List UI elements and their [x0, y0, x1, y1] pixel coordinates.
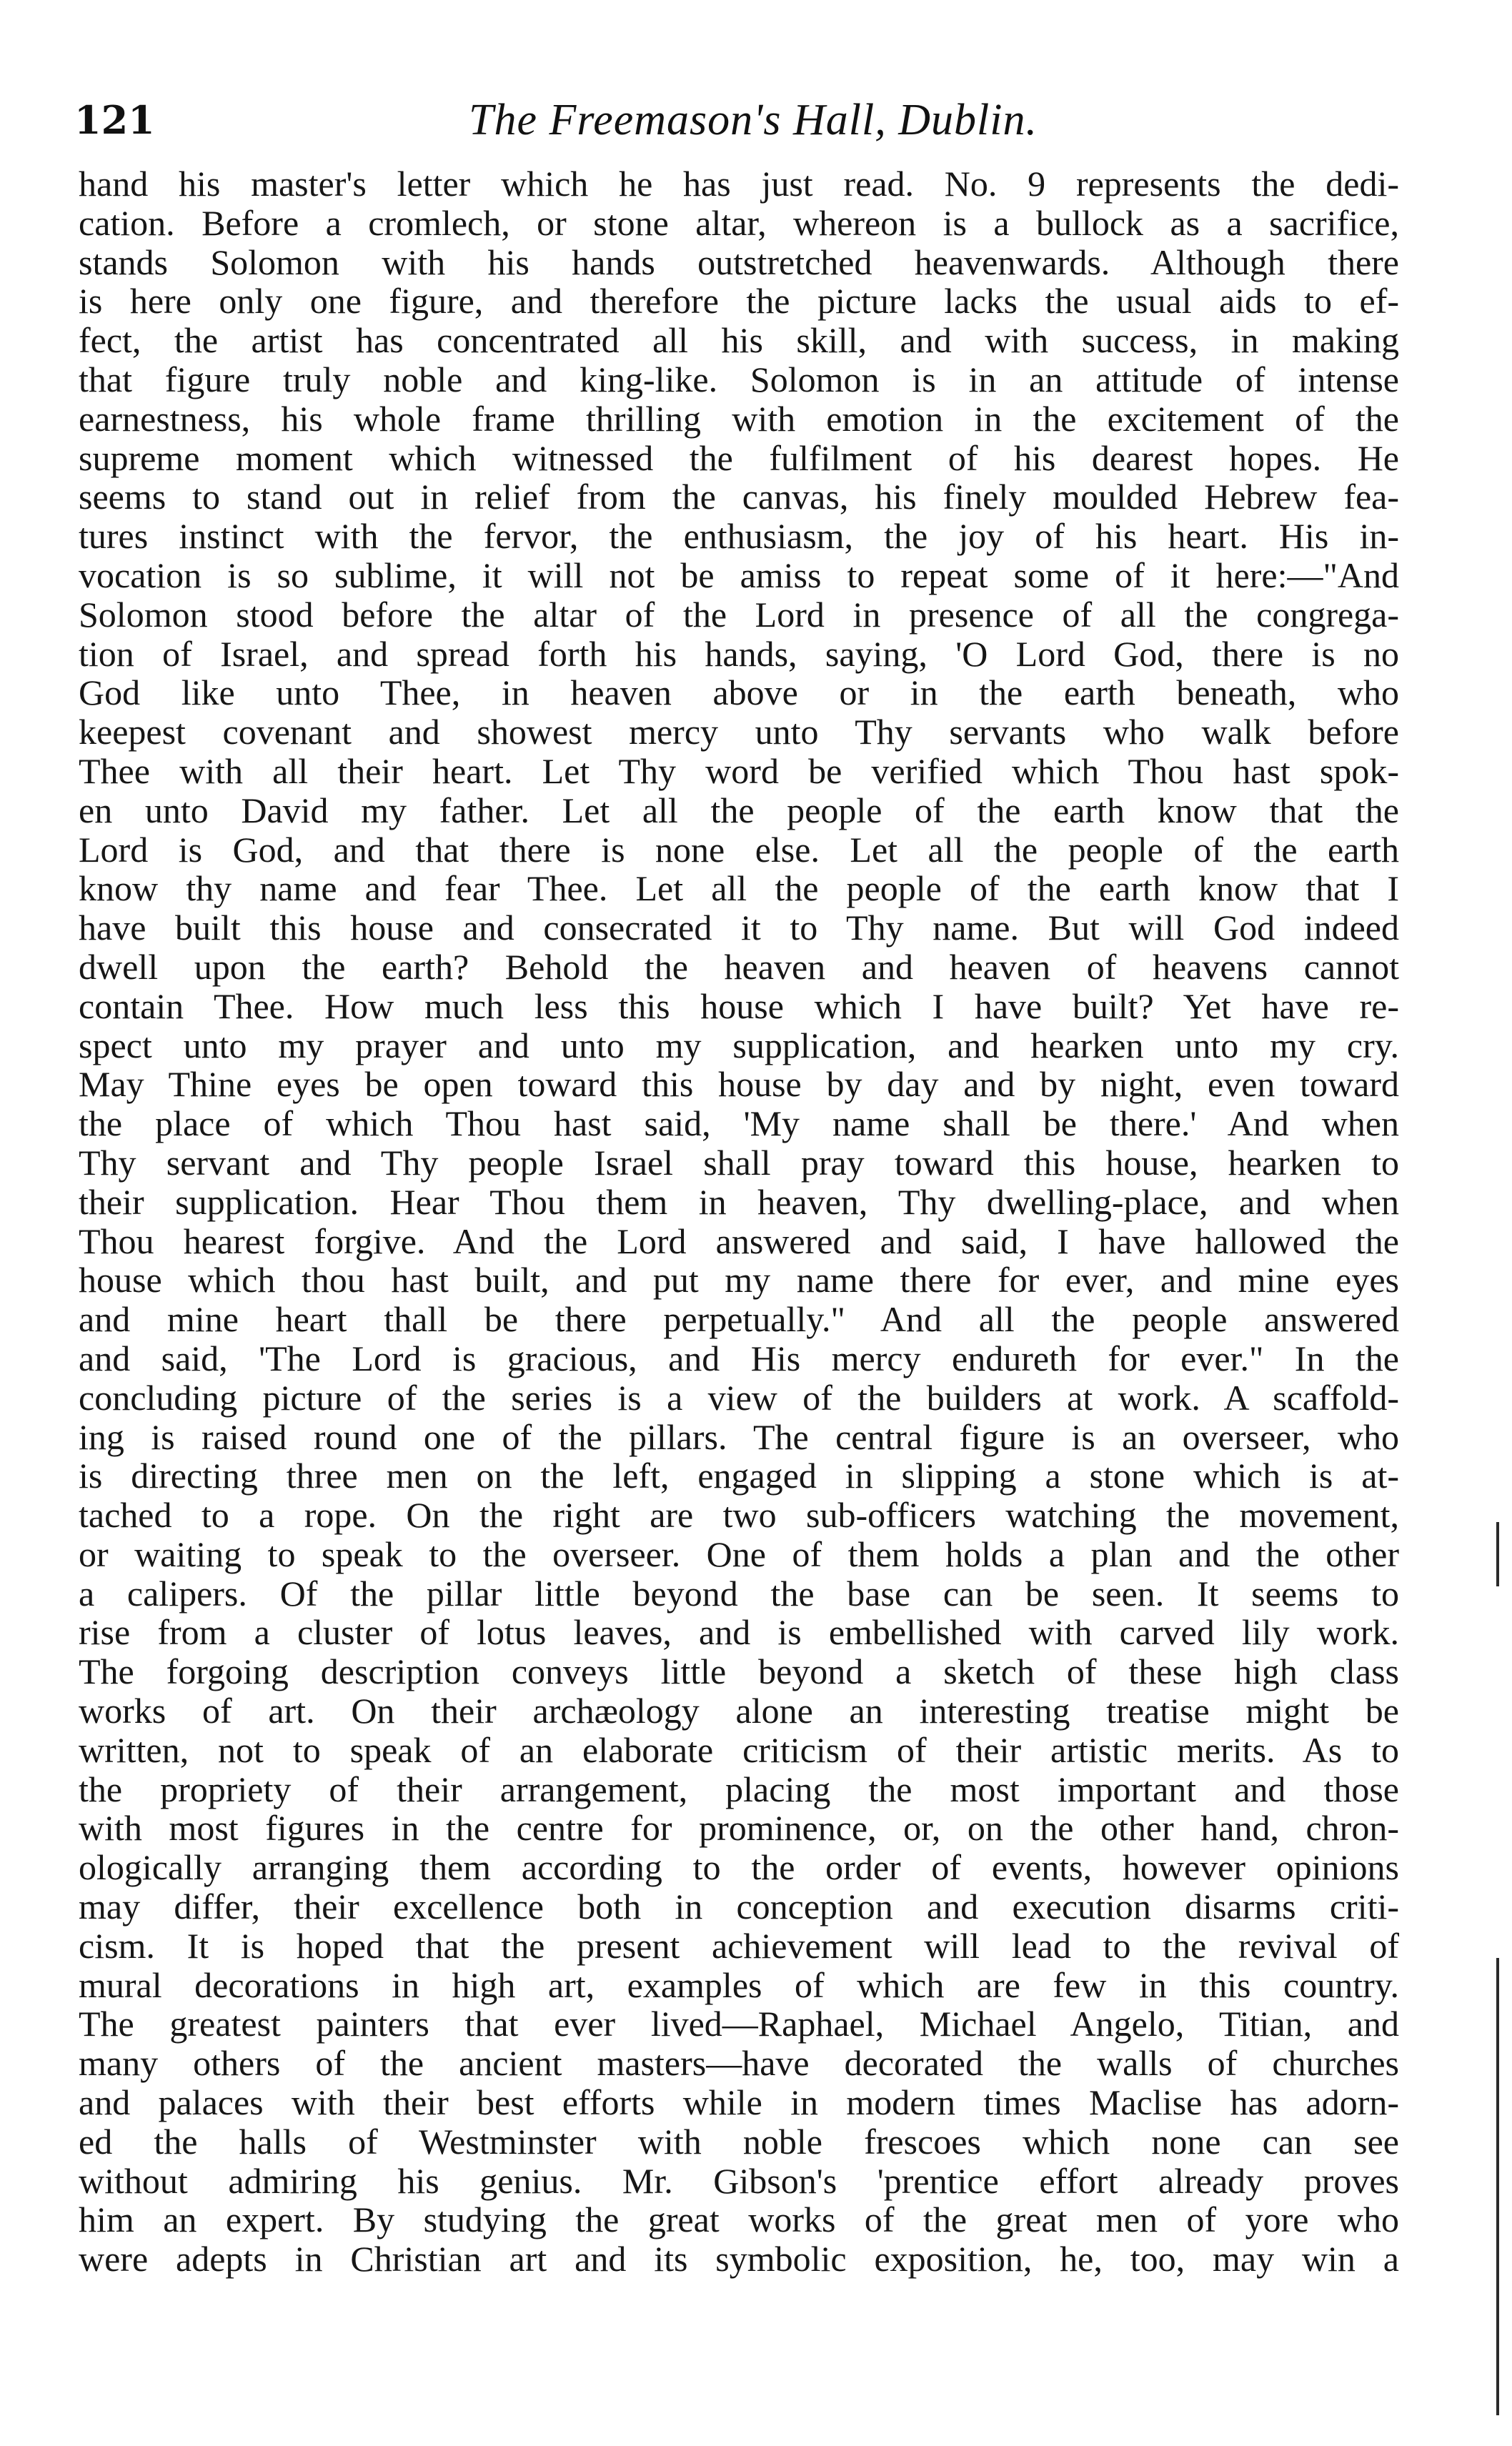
- text-line: God like unto Thee, in heaven above or in the earth beneath, who: [79, 672, 1399, 713]
- text-line: is directing three men on the left, engaged in slipping a stone which is at-: [79, 1456, 1399, 1496]
- text-line: Thy servant and Thy people Israel shall pray toward this house, hearken to: [79, 1142, 1399, 1183]
- text-line: stands Solomon with his hands outstretched heavenwards. Although there: [79, 242, 1399, 282]
- text-line: Thou hearest forgive. And the Lord answered and said, I have hallowed the: [79, 1220, 1399, 1261]
- text-line: written, not to speak of an elaborate criticism of their artistic merits. As to: [79, 1729, 1399, 1770]
- text-line: Thee with all their heart. Let Thy word be verified which Thou hast spok-: [79, 750, 1399, 791]
- text-line: cism. It is hoped that the present achievement will lead to the revival of: [79, 1925, 1399, 1966]
- text-line: and palaces with their best efforts while in modern times Maclise has adorn-: [79, 2082, 1399, 2123]
- text-line: Solomon stood before the altar of the Lord in presence of all the congrega-: [79, 594, 1399, 635]
- text-line: keepest covenant and showest mercy unto Thy servants who walk before: [79, 712, 1399, 752]
- page-number: 121: [74, 97, 155, 143]
- text-line: spect unto my prayer and unto my supplication, and hearken unto my cry.: [79, 1025, 1399, 1065]
- text-line: with most figures in the centre for prominence, or, on the other hand, chron-: [79, 1808, 1399, 1849]
- text-line: ing is raised round one of the pillars. The central figure is an overseer, who: [79, 1416, 1399, 1457]
- text-line: know thy name and fear Thee. Let all the people of the earth know that I: [79, 868, 1399, 909]
- text-line: fect, the artist has concentrated all his skill, and with success, in making: [79, 320, 1399, 361]
- text-line: Lord is God, and that there is none else. Let all the people of the earth: [79, 829, 1399, 870]
- text-line: ed the halls of Westminster with noble frescoes which none can see: [79, 2121, 1399, 2162]
- text-line: supreme moment which witnessed the fulfilment of his dearest hopes. He: [79, 437, 1399, 478]
- text-line: have built this house and consecrated it to Thy name. But will God indeed: [79, 908, 1399, 948]
- text-line: hand his master's letter which he has just read. No. 9 represents the dedi-: [79, 164, 1399, 204]
- text-line: cation. Before a cromlech, or stone altar, whereon is a bullock as a sacrifice,: [79, 202, 1399, 243]
- text-line: many others of the ancient masters—have decorated the walls of churches: [79, 2043, 1399, 2084]
- text-line: house which thou hast built, and put my name there for ever, and mine eyes: [79, 1260, 1399, 1301]
- text-line: rise from a cluster of lotus leaves, and is embellished with carved lily work.: [79, 1612, 1399, 1653]
- text-line: the place of which Thou hast said, 'My name shall be there.' And when: [79, 1103, 1399, 1144]
- text-line: vocation is so sublime, it will not be amiss to repeat some of it here:—"And: [79, 555, 1399, 595]
- text-line: tion of Israel, and spread forth his hands, saying, 'O Lord God, there is no: [79, 633, 1399, 674]
- text-line: ologically arranging them according to the order of events, however opinions: [79, 1847, 1399, 1888]
- text-line: that figure truly noble and king-like. Solomon is in an attitude of intense: [79, 359, 1399, 399]
- text-line: him an expert. By studying the great works of the great men of yore who: [79, 2199, 1399, 2240]
- text-line: is here only one figure, and therefore the picture lacks the usual aids to ef-: [79, 281, 1399, 322]
- margin-rule: [1496, 1522, 1499, 1586]
- text-line: May Thine eyes be open toward this house by day and by night, even toward: [79, 1064, 1399, 1105]
- text-line: mural decorations in high art, examples of which are few in this country.: [79, 1964, 1399, 2005]
- running-title: The Freemason's Hall, Dublin.: [469, 96, 1038, 144]
- text-line: and said, 'The Lord is gracious, and His mercy endureth for ever." In the: [79, 1338, 1399, 1378]
- margin-rule: [1496, 1958, 1499, 2415]
- text-line: a calipers. Of the pillar little beyond the base can be seen. It seems to: [79, 1573, 1399, 1614]
- text-line: contain Thee. How much less this house which I have built? Yet have re-: [79, 985, 1399, 1026]
- text-line: The greatest painters that ever lived—Raphael, Michael Angelo, Titian, and: [79, 2004, 1399, 2044]
- text-line: concluding picture of the series is a view of the builders at work. A scaffold-: [79, 1377, 1399, 1418]
- text-line: or waiting to speak to the overseer. One of them holds a plan and the other: [79, 1533, 1399, 1574]
- text-line: works of art. On their archæology alone an interesting treatise might be: [79, 1691, 1399, 1731]
- text-line: earnestness, his whole frame thrilling with emotion in the excitement of the: [79, 398, 1399, 439]
- text-line: the propriety of their arrangement, placing the most important and those: [79, 1769, 1399, 1809]
- text-line: en unto David my father. Let all the people of the earth know that the: [79, 790, 1399, 830]
- text-line: tures instinct with the fervor, the enthusiasm, the joy of his heart. His in-: [79, 516, 1399, 557]
- text-line: seems to stand out in relief from the canvas, his finely moulded Hebrew fea-: [79, 477, 1399, 517]
- text-line: may differ, their excellence both in conception and execution disarms criti-: [79, 1886, 1399, 1927]
- text-line: The forgoing description conveys little beyond a sketch of these high class: [79, 1651, 1399, 1692]
- text-line: and mine heart thall be there perpetually." And all the people answered: [79, 1299, 1399, 1340]
- text-line: their supplication. Hear Thou them in heaven, Thy dwelling-place, and when: [79, 1181, 1399, 1222]
- page-header: [74, 91, 1432, 149]
- text-line: were adepts in Christian art and its symbolic exposition, he, too, may win a: [79, 2239, 1399, 2280]
- body-text: [79, 164, 1399, 2279]
- text-line: dwell upon the earth? Behold the heaven and heaven of heavens cannot: [79, 946, 1399, 987]
- text-line: without admiring his genius. Mr. Gibson's 'prentice effort already proves: [79, 2160, 1399, 2201]
- text-line: tached to a rope. On the right are two sub-officers watching the movement,: [79, 1495, 1399, 1536]
